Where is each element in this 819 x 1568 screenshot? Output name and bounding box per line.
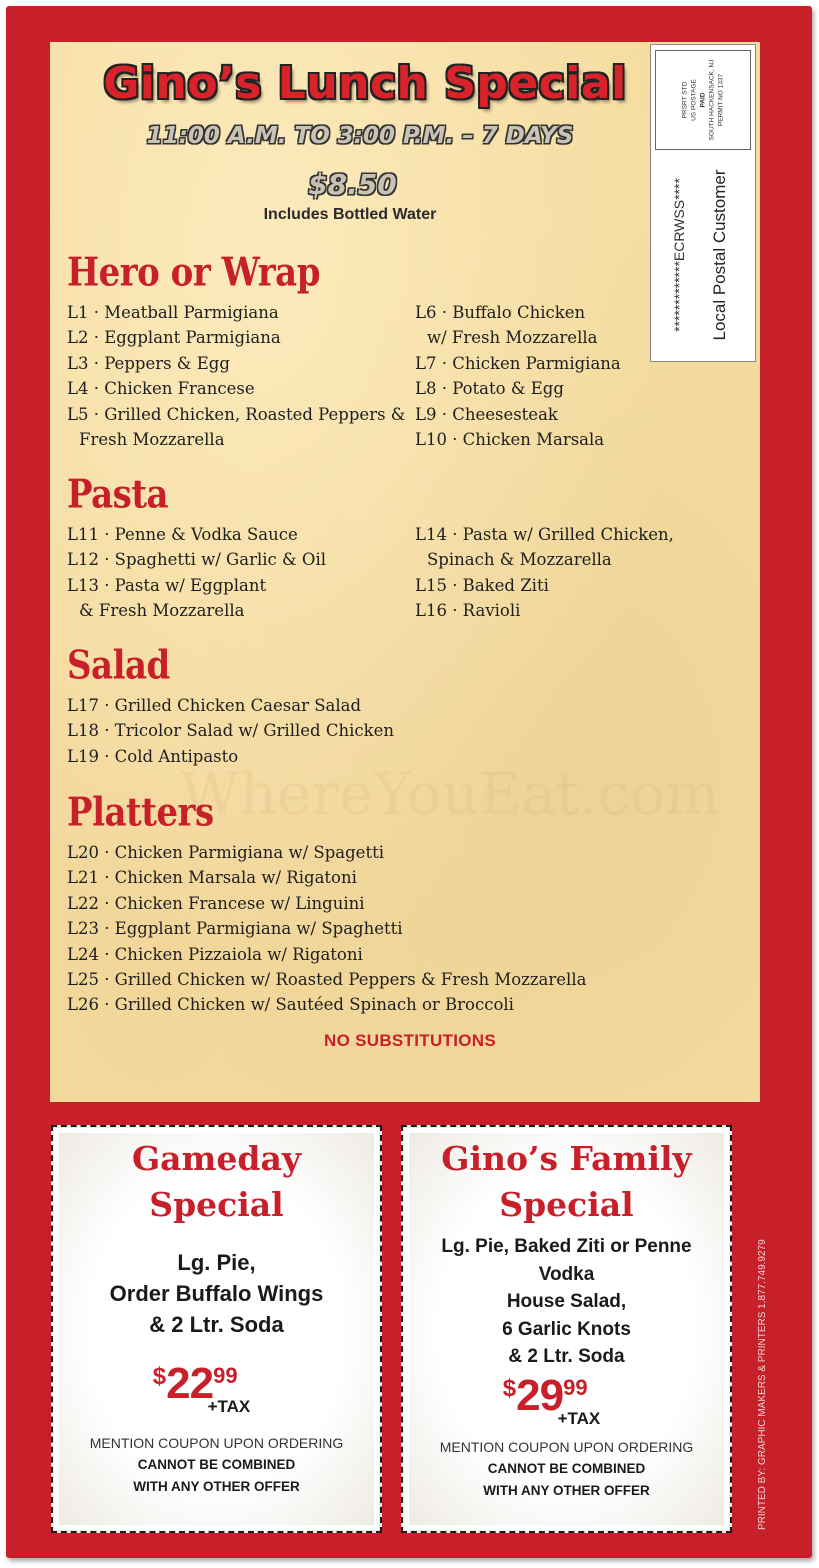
menu-item: L2 · Eggplant Parmigiana <box>67 328 281 348</box>
price-dollar: $ <box>152 1363 167 1390</box>
menu-item: L3 · Peppers & Egg <box>67 353 230 373</box>
coupon-fine-line: WITH ANY OTHER OFFER <box>483 1483 650 1498</box>
pasta-left-list <box>67 522 326 624</box>
coupon-fine-print <box>403 1458 730 1502</box>
coupon-price <box>403 1371 730 1428</box>
coupon-fine-print <box>53 1454 380 1498</box>
menu-item: L15 · Baked Ziti <box>415 575 549 595</box>
permit-line: PERMIT NO 1337 <box>717 73 725 127</box>
section-title-pasta: Pasta <box>67 472 169 518</box>
coupon-fine-line: WITH ANY OTHER OFFER <box>133 1479 300 1494</box>
coupon-body-line: Lg. Pie, <box>177 1250 256 1275</box>
price-whole: 22 <box>166 1359 214 1408</box>
price-tax: +TAX <box>207 1397 251 1416</box>
menu-item: Spinach & Mozzarella <box>427 550 612 570</box>
permit-line: PRSRT STD <box>681 81 689 119</box>
price-tax: +TAX <box>557 1409 601 1428</box>
menu-item: L5 · Grilled Chicken, Roasted Peppers & <box>67 404 406 424</box>
menu-item: L18 · Tricolor Salad w/ Grilled Chicken <box>67 721 394 741</box>
coupon-body-line: 6 Garlic Knots <box>502 1318 631 1340</box>
menu-item: L13 · Pasta w/ Eggplant <box>67 575 267 595</box>
coupon-title: Gameday <box>131 1139 302 1178</box>
menu-item: L8 · Potato & Egg <box>415 379 564 399</box>
menu-item: L26 · Grilled Chicken w/ Sautéed Spinach or Broccoli <box>67 995 514 1015</box>
coupon-body-line: Lg. Pie, Baked Ziti or Penne <box>441 1236 692 1257</box>
section-title-hero: Hero or Wrap <box>67 250 320 296</box>
coupon-mention: MENTION COUPON UPON ORDERING <box>89 1435 344 1451</box>
price-dollar: $ <box>502 1375 517 1402</box>
menu-item: L25 · Grilled Chicken w/ Roasted Peppers & Fresh Mozzarella <box>67 970 587 990</box>
coupon-title: Special <box>499 1185 634 1224</box>
salad-list <box>67 693 394 769</box>
section-title-platters: Platters <box>67 790 214 836</box>
menu-item: L23 · Eggplant Parmigiana w/ Spaghetti <box>67 919 403 939</box>
coupon-body-line: House Salad, <box>506 1291 627 1312</box>
menu-item: L24 · Chicken Pizzaiola w/ Rigatoni <box>67 944 363 964</box>
menu-item: Fresh Mozzarella <box>79 430 225 450</box>
hero-left-list <box>67 300 405 452</box>
no-substitutions-note: NO SUBSTITUTIONS <box>324 1031 496 1050</box>
permit-line: SOUTH HACKENSACK, NJ <box>708 59 716 141</box>
menu-item: L6 · Buffalo Chicken <box>415 303 586 322</box>
menu-item: L17 · Grilled Chicken Caesar Salad <box>67 696 362 715</box>
coupon-mention: MENTION COUPON UPON ORDERING <box>439 1439 694 1455</box>
includes-text: Includes Bottled Water <box>263 206 437 223</box>
coupon-body-line: & 2 Ltr. Soda <box>508 1346 625 1367</box>
menu-item: L21 · Chicken Marsala w/ Rigatoni <box>67 868 357 888</box>
menu-item: L22 · Chicken Francese w/ Linguini <box>67 893 365 913</box>
coupon-body <box>53 1247 380 1340</box>
price-whole: 29 <box>516 1371 564 1420</box>
coupon-body-line: & 2 Ltr. Soda <box>149 1312 284 1337</box>
coupon-family[interactable] <box>401 1125 732 1533</box>
menu-item: L16 · Ravioli <box>415 601 521 621</box>
coupon-fine-line: CANNOT BE COMBINED <box>487 1461 646 1476</box>
coupon-fine-line: CANNOT BE COMBINED <box>137 1457 296 1472</box>
coupon-body-line: Vodka <box>538 1263 595 1285</box>
coupon-title: Gino’s Family <box>441 1139 692 1178</box>
coupon-body-line: Order Buffalo Wings <box>109 1281 324 1306</box>
menu-item: L7 · Chicken Parmigiana <box>415 353 621 373</box>
menu-item: L19 · Cold Antipasto <box>67 746 239 766</box>
permit-line: US POSTAGE <box>690 79 698 121</box>
coupon-price <box>53 1359 380 1416</box>
menu-item: L12 · Spaghetti w/ Garlic & Oil <box>67 550 327 570</box>
coupon-gameday[interactable] <box>51 1125 382 1533</box>
pasta-right-list <box>415 522 674 624</box>
permit-line: PAID <box>699 92 707 108</box>
permit-box <box>655 50 751 150</box>
postal-recipient: Local Postal Customer <box>710 169 729 341</box>
menu-item: L4 · Chicken Francese <box>67 379 255 399</box>
section-title-salad: Salad <box>67 643 170 689</box>
printer-credit: PRINTED BY: GRAPHIC MAKERS & PRINTERS 1.877.749.9279 <box>757 1239 768 1530</box>
menu-item: L10 · Chicken Marsala <box>415 430 605 450</box>
menu-item: L9 · Cheesesteak <box>415 404 558 424</box>
menu-item: L11 · Penne & Vodka Sauce <box>67 525 298 544</box>
coupon-title: Special <box>149 1185 284 1224</box>
price-cents: 99 <box>213 1363 238 1388</box>
menu-item: L20 · Chicken Parmigiana w/ Spagetti <box>67 843 384 862</box>
menu-item: & Fresh Mozzarella <box>79 601 245 621</box>
postal-indicia <box>650 44 756 362</box>
price-cents: 99 <box>563 1375 588 1400</box>
menu-item: L1 · Meatball Parmigiana <box>67 303 279 322</box>
hours-text: 11:00 A.M. TO 3:00 P.M. – 7 DAYS <box>146 123 574 149</box>
coupon-body <box>403 1233 730 1371</box>
watermark: WhereYouEat.com <box>180 760 720 828</box>
menu-item: w/ Fresh Mozzarella <box>427 328 598 348</box>
lunch-price: $8.50 <box>308 168 397 201</box>
permit-text <box>681 52 726 148</box>
page-title: Gino’s Lunch Special <box>103 58 627 109</box>
platters-list <box>67 840 586 1018</box>
ecrwss-line: *************ECRWSS**** <box>671 178 687 332</box>
menu-item: L14 · Pasta w/ Grilled Chicken, <box>415 525 674 544</box>
hero-right-list <box>415 300 621 452</box>
